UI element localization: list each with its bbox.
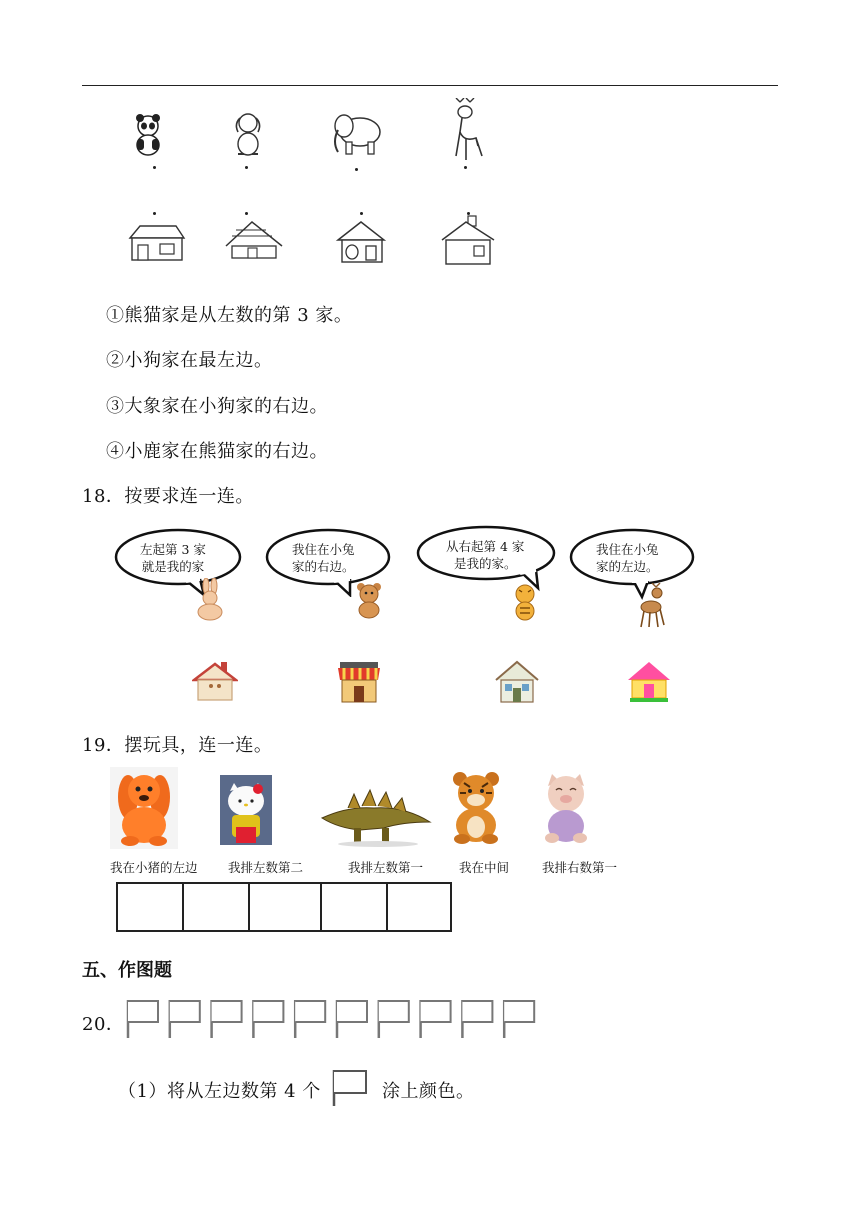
stegosaurus-toy-image xyxy=(318,788,436,848)
statement-3: ③大象家在小狗家的右边。 xyxy=(106,396,328,417)
flag-icon[interactable] xyxy=(462,1000,492,1038)
flag-icon[interactable] xyxy=(212,1000,242,1038)
caption-3: 我排左数第一 xyxy=(348,860,424,875)
answer-box-4[interactable] xyxy=(320,882,388,932)
connect-dot[interactable] xyxy=(245,212,248,215)
sub-question-1-prefix: （1）将从左边数第 4 个 xyxy=(118,1081,321,1102)
flag-icon[interactable] xyxy=(253,1000,283,1038)
caption-1: 我在小猪的左边 xyxy=(110,860,198,875)
question-19-title: 19．摆玩具，连一连。 xyxy=(82,735,273,756)
bubble-4-line2: 家的左边。 xyxy=(596,559,659,574)
house-icon xyxy=(222,216,286,262)
connect-dot[interactable] xyxy=(360,212,363,215)
elephant-icon xyxy=(330,108,388,160)
answer-box-3[interactable] xyxy=(248,882,322,932)
connect-dot[interactable] xyxy=(245,166,248,169)
bubble-3-line1: 从右起第 4 家 xyxy=(446,539,525,554)
flag-icon[interactable] xyxy=(295,1000,325,1038)
connect-dot[interactable] xyxy=(153,212,156,215)
house-icon xyxy=(124,218,188,264)
dog-icon xyxy=(226,110,270,160)
bear-icon xyxy=(354,581,384,619)
deer-icon xyxy=(446,98,490,166)
connect-dot[interactable] xyxy=(153,166,156,169)
flag-icon[interactable] xyxy=(337,1000,367,1038)
bubble-3-line2: 是我的家。 xyxy=(453,556,517,571)
tiger-toy-image xyxy=(446,769,506,845)
answer-box-5[interactable] xyxy=(386,882,452,932)
flag-row xyxy=(124,998,538,1040)
house-icon xyxy=(192,660,238,702)
flag-icon[interactable] xyxy=(170,1000,200,1038)
answer-box-1[interactable] xyxy=(116,882,184,932)
question-20-number: 20． xyxy=(82,1014,125,1035)
flag-icon[interactable] xyxy=(128,1000,158,1038)
statement-1: ①熊猫家是从左数的第 3 家。 xyxy=(106,305,353,326)
pig-toy-image xyxy=(538,772,594,846)
section-title: 五、作图题 xyxy=(82,960,172,981)
bubble-4-line1: 我住在小兔 xyxy=(596,542,659,557)
house-icon xyxy=(334,216,388,266)
answer-box-2[interactable] xyxy=(182,882,250,932)
flag-icon xyxy=(330,1068,370,1108)
bubble-1-line2: 就是我的家 xyxy=(141,559,205,574)
bubble-2-line2: 家的右边。 xyxy=(292,559,355,574)
panda-icon xyxy=(128,112,168,158)
caption-5: 我排右数第一 xyxy=(542,860,618,875)
orange-dog-toy-image xyxy=(110,767,178,849)
question-18-title: 18．按要求连一连。 xyxy=(82,486,254,507)
house-icon xyxy=(494,658,540,704)
header-rule xyxy=(82,85,778,86)
tiger-icon xyxy=(510,582,540,622)
statement-4: ④小鹿家在熊猫家的右边。 xyxy=(106,441,328,462)
flag-icon[interactable] xyxy=(379,1000,409,1038)
house-icon xyxy=(438,214,498,268)
house-icon xyxy=(336,660,382,704)
bubble-2-line1: 我住在小兔 xyxy=(292,542,355,557)
caption-4: 我在中间 xyxy=(459,860,510,875)
house-icon xyxy=(626,660,672,704)
rabbit-icon xyxy=(193,578,227,622)
caption-2: 我排左数第二 xyxy=(228,860,304,875)
statement-2: ②小狗家在最左边。 xyxy=(106,350,273,371)
flag-icon[interactable] xyxy=(421,1000,451,1038)
connect-dot[interactable] xyxy=(464,166,467,169)
flag-icon[interactable] xyxy=(504,1000,534,1038)
bubble-1-line1: 左起第 3 家 xyxy=(140,542,206,557)
connect-dot[interactable] xyxy=(355,168,358,171)
hello-kitty-toy-image xyxy=(220,775,272,845)
deer-icon xyxy=(636,583,670,629)
sub-question-1-suffix: 涂上颜色。 xyxy=(382,1081,475,1102)
